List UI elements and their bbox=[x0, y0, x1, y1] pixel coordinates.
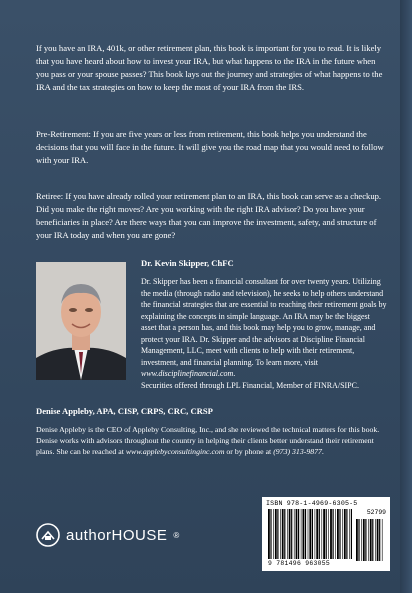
barcode-bar bbox=[282, 509, 284, 559]
barcode-bar bbox=[296, 509, 298, 559]
barcode-bar bbox=[277, 509, 278, 559]
barcode-bar bbox=[377, 519, 379, 561]
barcode-bar bbox=[326, 509, 327, 559]
author-name: Dr. Kevin Skipper, ChFC bbox=[141, 258, 234, 268]
author-bio bbox=[141, 276, 387, 391]
barcode-bar bbox=[344, 509, 346, 559]
barcode-bar bbox=[287, 509, 288, 559]
barcode-bar bbox=[305, 509, 306, 559]
barcode-bar bbox=[309, 509, 311, 559]
author-photo bbox=[36, 262, 126, 380]
barcode-bar bbox=[375, 519, 376, 561]
barcode-bar bbox=[361, 519, 362, 561]
barcode-bar bbox=[273, 509, 274, 559]
barcode-bar bbox=[284, 509, 285, 559]
barcode-bar bbox=[270, 509, 271, 559]
barcode-digits: 9 781496 963055 bbox=[268, 560, 331, 567]
barcode-bar bbox=[333, 509, 334, 559]
barcode-bar bbox=[346, 509, 347, 559]
barcode-bar bbox=[358, 519, 359, 561]
registered-mark: ® bbox=[173, 530, 180, 540]
barcode-bar bbox=[298, 509, 299, 559]
barcode-bar bbox=[291, 509, 292, 559]
barcode-bar bbox=[330, 509, 332, 559]
reviewer-website-link[interactable]: www.applebyconsultinginc.com bbox=[125, 447, 225, 456]
barcode-bar bbox=[328, 509, 329, 559]
isbn-barcode bbox=[262, 497, 390, 571]
barcode-bar bbox=[379, 519, 380, 561]
barcode-bar bbox=[365, 519, 366, 561]
retiree-paragraph: Retiree: If you have already rolled your retirement plan to an IRA, this book can serve as a checkup. Did you make the right moves? Are you working with the right IRA advisor? Do you have your beneficiaries in place? Are there ways that you can improve the investment, safety, and structure of your IRA today and when you are gone? bbox=[36, 191, 382, 240]
reviewer-phone: (973) 313-9877 bbox=[273, 447, 322, 456]
barcode-bar bbox=[268, 509, 270, 559]
securities-disclosure: Securities offered through LPL Financial, Member of FINRA/SIPC. bbox=[141, 380, 359, 390]
barcode-bar bbox=[315, 509, 316, 559]
barcode-bar bbox=[280, 509, 281, 559]
barcode-bar bbox=[363, 519, 365, 561]
price-barcode-bars bbox=[356, 519, 384, 561]
barcode-bar bbox=[368, 519, 369, 561]
publisher-logo bbox=[36, 521, 179, 549]
reviewer-name: Denise Appleby, APA, CISP, CRPS, CRC, CRSP bbox=[36, 406, 213, 416]
reviewer-text-end: . bbox=[321, 447, 324, 456]
barcode-bar bbox=[337, 509, 339, 559]
barcode-bar bbox=[275, 509, 277, 559]
barcode-bar bbox=[322, 509, 323, 559]
book-house-icon bbox=[36, 523, 60, 547]
barcode-bar bbox=[316, 509, 318, 559]
reviewer-text: Denise Appleby is the CEO of Appleby Consulting, Inc., and she reviewed the technical matters for this book. Denise works with advisors throughout the country in helping their clients better understand their retirement plans. She can be reached at bbox=[36, 425, 380, 456]
barcode-bar bbox=[319, 509, 320, 559]
author-bio-end: . bbox=[233, 369, 236, 378]
barcode-bar bbox=[335, 509, 336, 559]
barcode-bar bbox=[349, 509, 350, 559]
barcode-bar bbox=[356, 519, 358, 561]
barcode-bar bbox=[339, 509, 340, 559]
author-website-link[interactable]: www.disciplinefinancial.com bbox=[141, 369, 234, 378]
barcode-bar bbox=[312, 509, 313, 559]
isbn-number: ISBN 978-1-4969-6305-5 bbox=[266, 500, 358, 507]
barcode-bars bbox=[268, 509, 352, 559]
barcode-bar bbox=[289, 509, 291, 559]
barcode-bar bbox=[303, 509, 305, 559]
reviewer-text-mid: or by phone at bbox=[224, 447, 274, 456]
spine-edge bbox=[400, 0, 412, 593]
barcode-bar bbox=[372, 519, 373, 561]
barcode-bar bbox=[342, 509, 343, 559]
intro-paragraph: If you have an IRA, 401k, or other retirement plan, this book is important for you to read. It is likely that you have heard about how to invest your IRA, but what happens to the IRA in the future when you pass or your spouse passes? This book lays out the journey and strategies of what happens to the IRA and the tax strategies on how to keep the most of your IRA from the IRS. bbox=[36, 43, 383, 92]
barcode-bar bbox=[370, 519, 372, 561]
pre-retirement-paragraph: Pre-Retirement: If you are five years or less from retirement, this book helps you understand the decisions that you will face in the future. It will give you the road map that you would need to follow with your IRA. bbox=[36, 129, 384, 165]
barcode-bar bbox=[382, 519, 383, 561]
barcode-bar bbox=[351, 509, 352, 559]
barcode-bar bbox=[323, 509, 325, 559]
barcode-bar bbox=[294, 509, 295, 559]
price-code: 52799 bbox=[366, 509, 386, 516]
publisher-name: authorHOUSE bbox=[66, 526, 168, 544]
reviewer-bio bbox=[36, 424, 388, 457]
barcode-bar bbox=[308, 509, 309, 559]
author-bio-text: Dr. Skipper has been a financial consultant for over twenty years. Utilizing the media (through radio and television), he seeks to help others understand the financial strategies that are essential to reaching their retirement goals by explaining the concepts in simple language. An IRA may be the biggest asset that a person has, and this book may help you to grow, manage, and protect your IRA. Dr. Skipper and the advisors at Discipline Financial Management, LLC, meet with clients to help with their retirement, investment, and financial planning. To learn more, visit bbox=[141, 277, 387, 367]
barcode-bar bbox=[301, 509, 302, 559]
